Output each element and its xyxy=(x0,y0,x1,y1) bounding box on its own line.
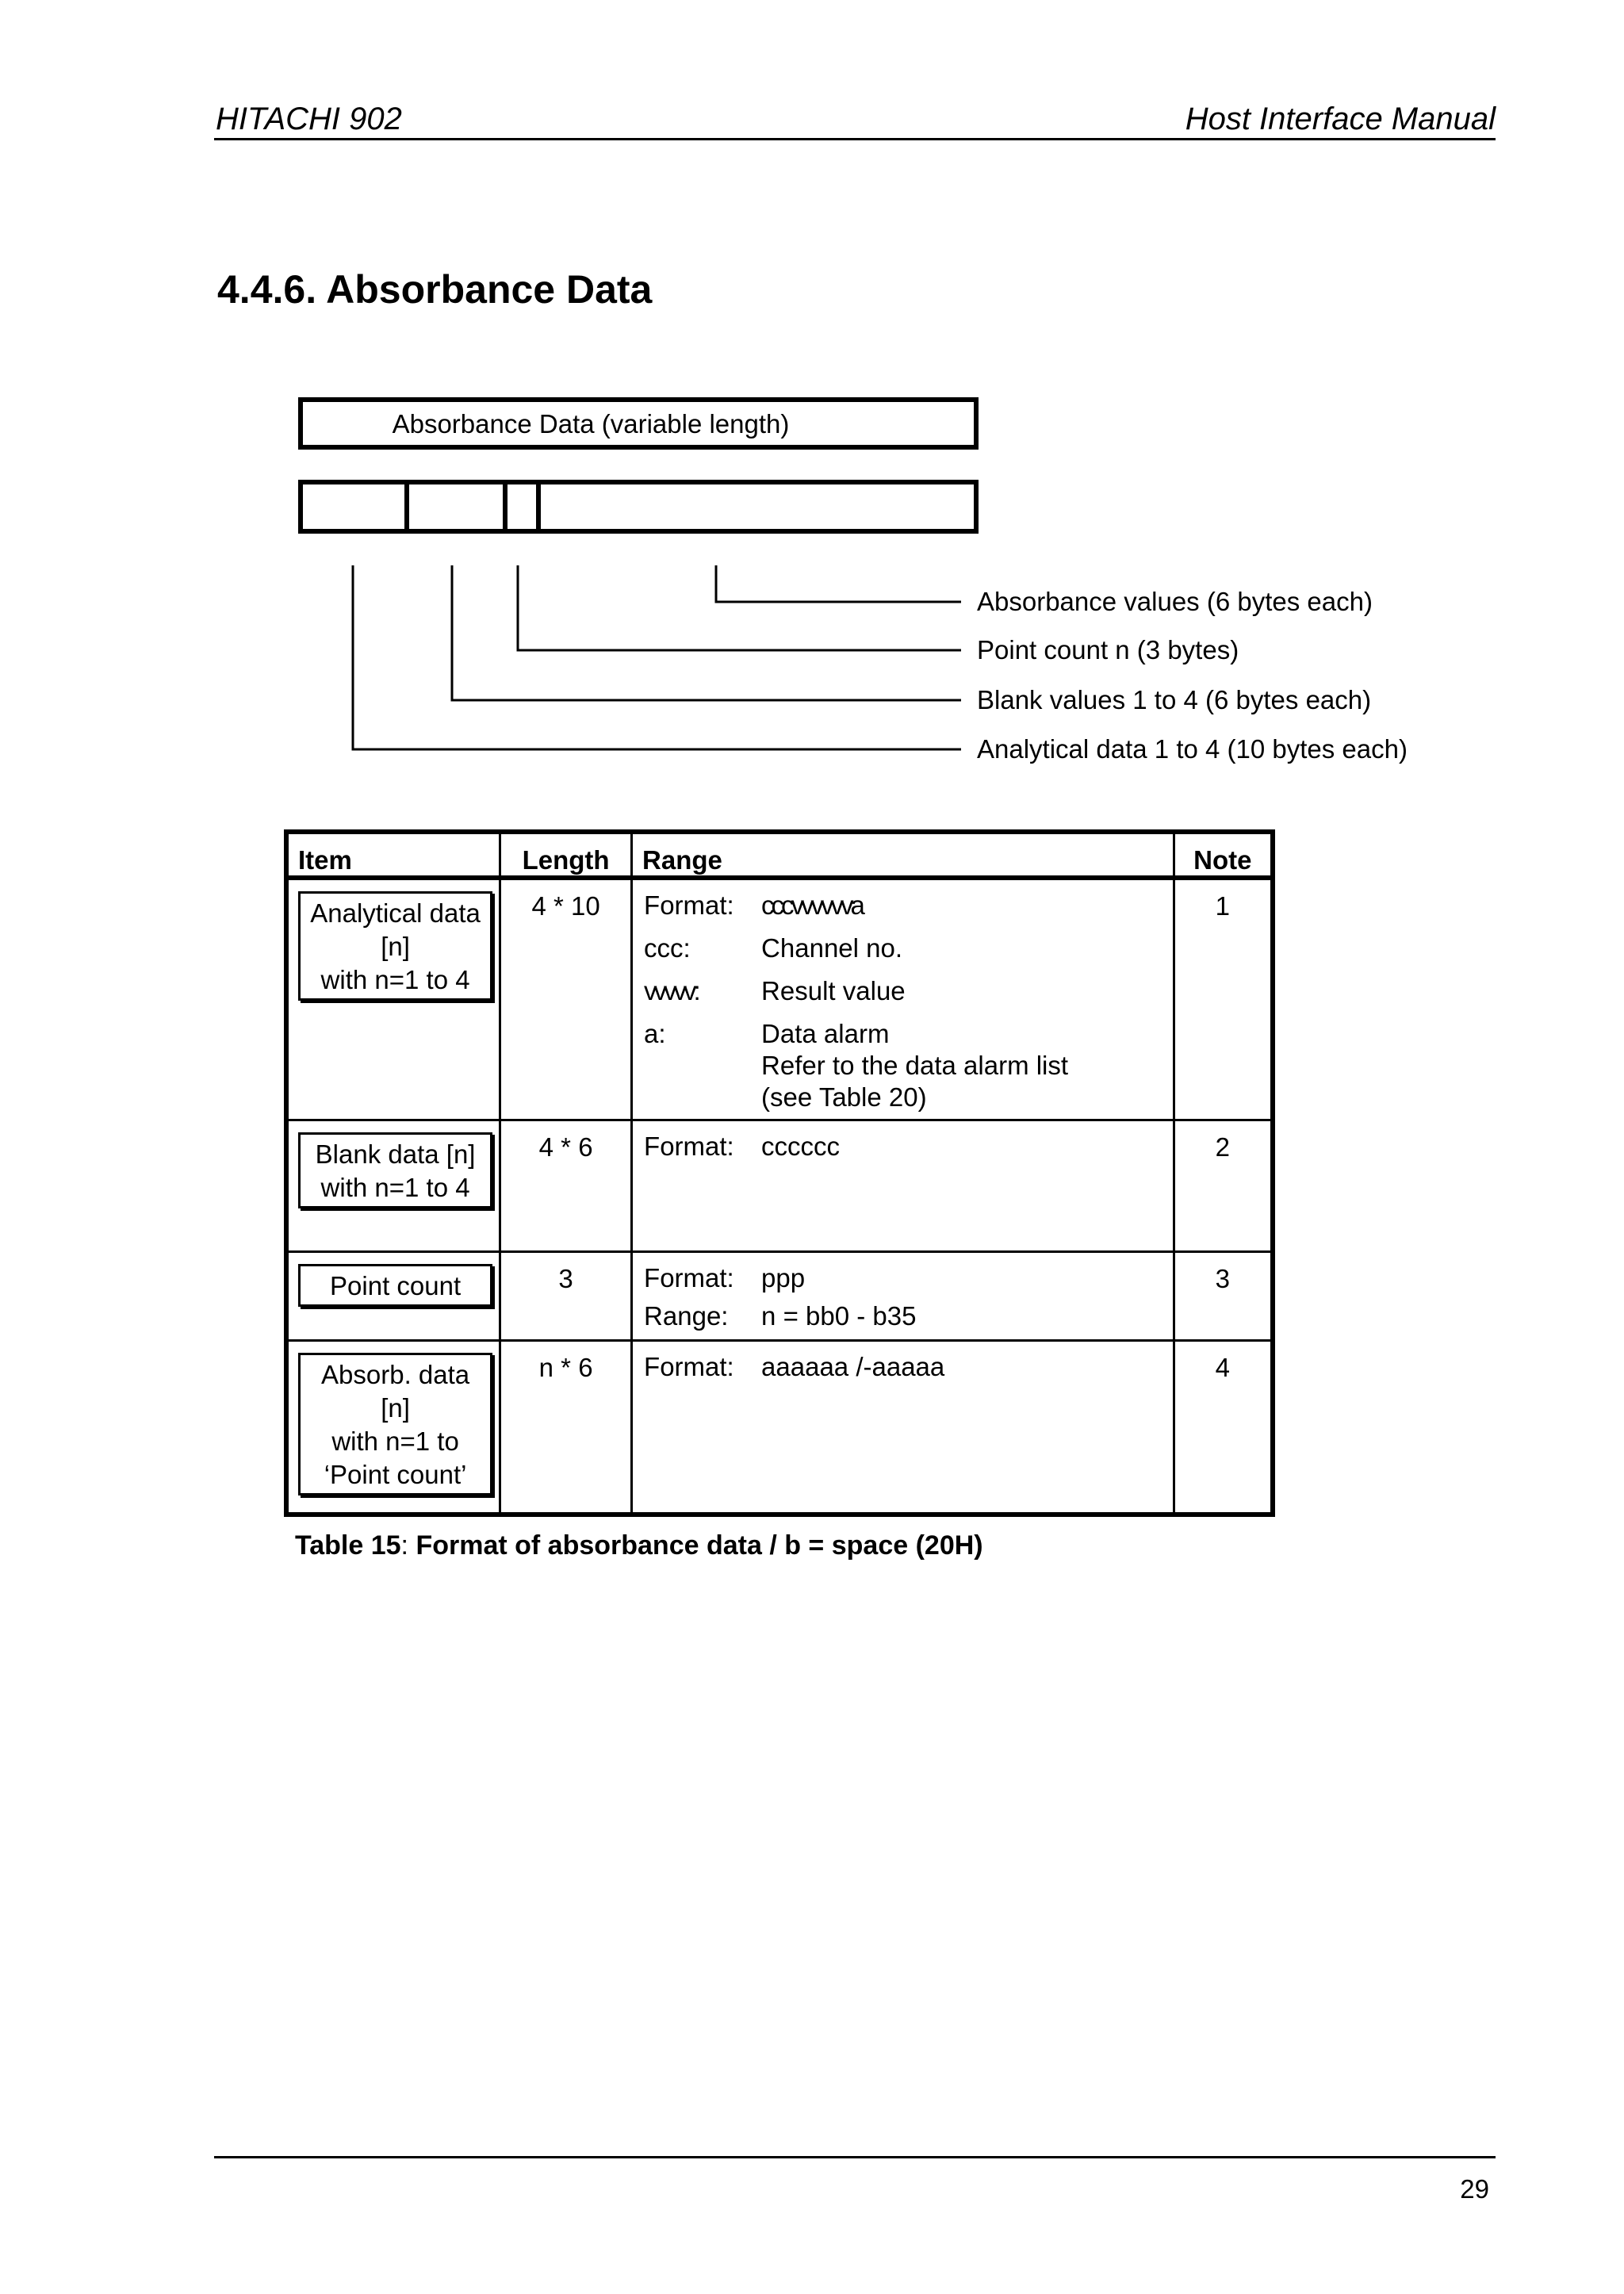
label-absorbance-values: Absorbance values (6 bytes each) xyxy=(977,587,1373,616)
item-box xyxy=(298,891,492,1001)
page-number: 29 xyxy=(1460,2174,1489,2204)
section-title: 4.4.6. Absorbance Data xyxy=(217,267,653,312)
note-cell: 1 xyxy=(1174,878,1273,1120)
footer-rule xyxy=(214,2156,1496,2158)
length-cell: n * 6 xyxy=(500,1340,632,1515)
header-right: Host Interface Manual xyxy=(1185,101,1496,136)
item-box xyxy=(298,1264,492,1307)
leader-analytical-data xyxy=(353,565,961,749)
item-line: ‘Point count’ xyxy=(324,1459,467,1489)
range-key: Format: xyxy=(644,1351,734,1381)
header-range: Range xyxy=(632,832,1174,878)
range-value: Data alarm xyxy=(761,1019,890,1048)
note-cell: 2 xyxy=(1174,1120,1273,1251)
label-point-count: Point count n (3 bytes) xyxy=(977,635,1239,664)
table-row xyxy=(286,878,1273,1120)
table-row xyxy=(286,1120,1273,1251)
range-key: a: xyxy=(644,1019,666,1048)
range-key: Format: xyxy=(644,1131,734,1161)
absorbance-format-table xyxy=(284,829,1275,1517)
label-blank-values: Blank values 1 to 4 (6 bytes each) xyxy=(977,685,1372,714)
range-value: Channel no. xyxy=(761,933,903,963)
note-cell: 4 xyxy=(1174,1340,1273,1515)
length-cell: 4 * 10 xyxy=(500,878,632,1120)
range-cell xyxy=(632,878,1174,1120)
range-key: Range: xyxy=(644,1300,729,1331)
note-cell: 3 xyxy=(1174,1251,1273,1340)
item-box xyxy=(298,1132,492,1208)
table-row xyxy=(286,1340,1273,1515)
caption-label: Table 15 xyxy=(295,1530,401,1561)
range-value: cccvvvvvva xyxy=(761,890,862,920)
header-note: Note xyxy=(1174,832,1273,878)
range-note: Refer to the data alarm list xyxy=(761,1051,1069,1080)
header-length: Length xyxy=(500,832,632,878)
range-key: Format: xyxy=(644,1262,734,1293)
table-row xyxy=(286,1251,1273,1340)
item-box xyxy=(298,1353,492,1496)
caption-text: Format of absorbance data / b = space (20H) xyxy=(416,1530,983,1561)
header-item: Item xyxy=(286,832,500,878)
range-cell xyxy=(632,1120,1174,1251)
range-key: ccc: xyxy=(644,933,691,963)
item-line: with n=1 to 4 xyxy=(320,1172,470,1202)
item-line: Blank data [n] xyxy=(315,1139,476,1169)
range-cell xyxy=(632,1251,1174,1340)
item-line: Absorb. data xyxy=(321,1359,470,1389)
range-value: ppp xyxy=(761,1262,806,1293)
item-cell xyxy=(286,878,500,1120)
item-line: with n=1 to xyxy=(331,1426,459,1456)
length-cell: 4 * 6 xyxy=(500,1120,632,1251)
range-key: Format: xyxy=(644,890,734,920)
range-cell xyxy=(632,1340,1174,1515)
item-line: [n] xyxy=(381,1392,410,1423)
range-key: vvvvv: xyxy=(644,976,698,1005)
table-caption xyxy=(295,1530,983,1561)
range-value: Result value xyxy=(761,976,906,1005)
item-cell xyxy=(286,1251,500,1340)
leader-absorbance-values xyxy=(716,565,961,602)
item-cell xyxy=(286,1340,500,1515)
label-analytical-data: Analytical data 1 to 4 (10 bytes each) xyxy=(977,734,1408,764)
frame-title: Absorbance Data (variable length) xyxy=(392,409,790,439)
leader-lines xyxy=(0,0,1624,793)
leader-point-count xyxy=(518,565,961,650)
item-cell xyxy=(286,1120,500,1251)
length-cell: 3 xyxy=(500,1251,632,1340)
range-value: cccccc xyxy=(761,1131,841,1161)
item-line: [n] xyxy=(381,932,410,961)
range-value: n = bb0 - b35 xyxy=(761,1300,917,1331)
item-line: with n=1 to 4 xyxy=(320,965,470,994)
range-value: aaaaaa /-aaaaa xyxy=(761,1351,945,1381)
item-line: Point count xyxy=(330,1270,462,1300)
leader-blank-values xyxy=(452,565,961,700)
item-line: Analytical data xyxy=(310,898,481,928)
range-note: (see Table 20) xyxy=(761,1082,927,1112)
header-left: HITACHI 902 xyxy=(216,101,402,136)
caption-separator: : xyxy=(400,1530,416,1561)
